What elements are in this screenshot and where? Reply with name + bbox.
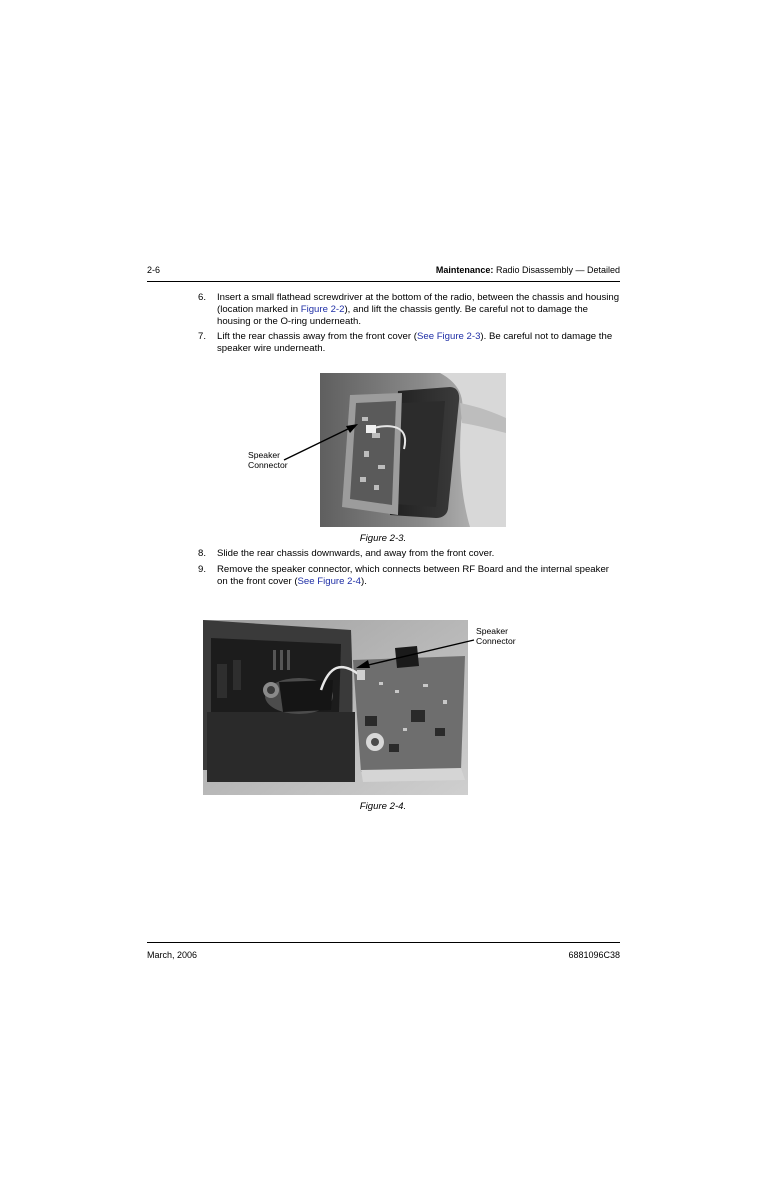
footer-rule [147, 942, 620, 943]
callout-label-line2: Connector [476, 636, 516, 646]
figure-2-4-caption: Figure 2-4. [359, 801, 407, 812]
callout-label-line1: Speaker [248, 450, 281, 460]
header-section-title: Radio Disassembly — Detailed [493, 265, 620, 275]
step-text: Lift the rear chassis away from the front cover (See Figure 2-3). Be careful not to damage the speaker wire underneath. [217, 331, 613, 354]
step-9 [198, 564, 620, 588]
header-section-bold: Maintenance: [435, 265, 494, 275]
step-text: Slide the rear chassis downwards, and away from the front cover. [217, 548, 495, 559]
figure-2-4-callout [476, 626, 516, 646]
page-number: 2-6 [147, 265, 161, 275]
footer-doc-number: 6881096C38 [568, 950, 620, 960]
step-8 [198, 548, 620, 560]
running-header [436, 265, 620, 275]
step-number: 7. [198, 331, 207, 342]
step-text: Insert a small flathead screwdriver at the bottom of the radio, between the chassis and housing (location marked in Figure 2-2), and lift the chassis gently. Be careful not to damage the housing or the O-ring underneath. [217, 292, 620, 327]
figure-2-3-leader-arrow [280, 420, 360, 464]
step-7 [198, 331, 620, 355]
step-number: 6. [198, 292, 207, 303]
callout-label-line2: Connector [248, 460, 288, 470]
step-number: 9. [198, 564, 207, 575]
figure-2-3-caption: Figure 2-3. [359, 533, 407, 544]
header-rule [147, 281, 620, 282]
figure-2-4-link[interactable]: See Figure 2-4 [297, 576, 361, 587]
step-6 [198, 292, 620, 328]
figure-2-4-leader-arrow [352, 636, 476, 672]
callout-label-line1: Speaker [476, 626, 509, 636]
figure-2-2-link[interactable]: Figure 2-2 [300, 304, 345, 315]
footer-date: March, 2006 [147, 950, 198, 960]
step-text: Remove the speaker connector, which connects between RF Board and the internal speaker on the front cover (See Figure 2-4). [217, 564, 609, 587]
step-number: 8. [198, 548, 207, 559]
figure-2-3-link[interactable]: See Figure 2-3 [416, 331, 481, 342]
